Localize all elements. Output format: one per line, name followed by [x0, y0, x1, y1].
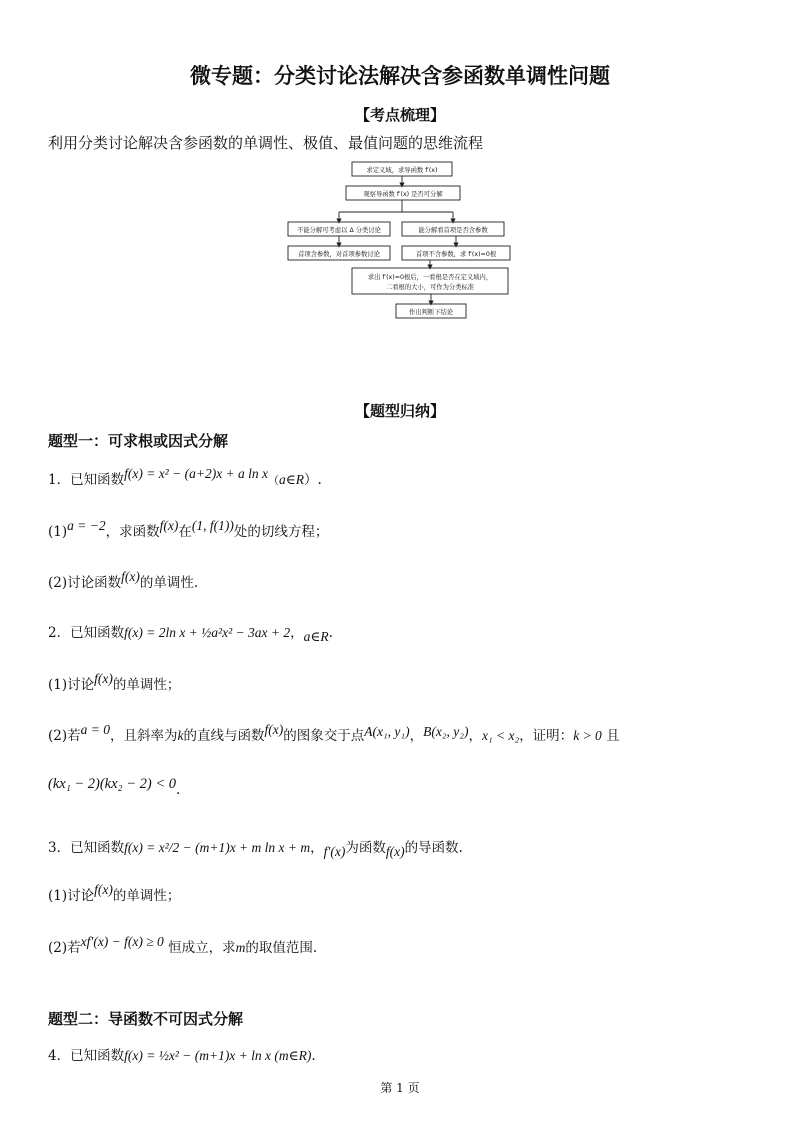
q2-p2-final-ineq: (kx₁ − 2)(kx₂ − 2) < 0: [48, 776, 176, 792]
q2-part2-cont: [48, 776, 181, 798]
q1-p1-text3: 处的切线方程；: [233, 524, 329, 540]
flow-text-factor-check: 观察导函数 f′(x) 是否可分解: [363, 191, 443, 198]
q2-p2-func: f(x): [264, 722, 284, 737]
type2-heading: 题型二：导函数不可因式分解: [48, 1010, 244, 1028]
q2-p1-label: (1)讨论: [48, 677, 95, 693]
q2-lead: 2．已知函数: [48, 625, 125, 641]
q2-p2-point-b: B(x₂, y₂): [423, 724, 469, 739]
q3-func2: f(x): [385, 844, 405, 859]
q2-p1-func: f(x): [94, 671, 113, 686]
q2-part2: (2)若a = 0，且斜率为k的直线与函数f(x)的图象交于点A(x₁, y₁)，B(x₂, y₂)，x₁ < x₂，证明：k > 0 且: [48, 722, 620, 744]
q2-p2-text4: ，证明：: [519, 728, 574, 744]
q2-p2-and: 且: [606, 728, 620, 744]
q1-p1-point: (1, f(1)): [191, 518, 234, 533]
q1-p1-text2: 在: [178, 524, 192, 540]
q2-p2-k-positive: k > 0: [573, 728, 602, 743]
q2-p2-condition: a = 0: [80, 722, 110, 737]
q1-p2-text: 的单调性.: [139, 575, 199, 591]
flow-text-delta: 不能分解可考虑以 Δ 分类讨论: [297, 227, 381, 234]
q2-stem: [48, 621, 333, 644]
q3-p2-label: (2)若: [48, 940, 81, 956]
q3-p1-text: 的单调性；: [112, 888, 181, 904]
intro-text: 利用分类讨论解决含参函数的单调性、极值、最值问题的思维流程: [48, 134, 484, 152]
q1-p1-label: (1): [48, 524, 68, 540]
q1-p1-condition: a = −2: [67, 518, 106, 533]
q1-p1-func: f(x): [159, 518, 179, 533]
flow-text-leading-term: 能分解看首项是否含参数: [418, 227, 488, 234]
page-number: 第 1 页: [380, 1081, 420, 1095]
q3-p2-text1: 恒成立，求: [168, 940, 236, 956]
q4-stem: [48, 1044, 316, 1064]
q1-stem: [48, 468, 322, 488]
q3-sep: ，: [310, 840, 324, 856]
q2-function: f(x) = 2ln x + ½a²x² − 3ax + 2: [124, 625, 291, 640]
q1-p2-func: f(x): [121, 569, 140, 584]
q2-end: .: [328, 625, 333, 641]
q1-p1-text1: ，求函数: [105, 524, 160, 540]
q2-p2-text3: 的图象交于点: [283, 728, 365, 744]
q3-stem: [48, 836, 463, 859]
flow-text-root-analysis-2: 二看根的大小，可作为分类标准: [385, 284, 475, 291]
q4-function: f(x) = ½x² − (m+1)x + ln x (m∈R): [124, 1048, 312, 1063]
q3-part1: [48, 884, 180, 904]
q3-text2: 的导函数.: [404, 840, 463, 856]
q1-lead: 1．已知函数: [48, 472, 125, 488]
q2-p2-text2: 的直线与函数: [183, 728, 265, 744]
q1-p2-label: (2)讨论函数: [48, 575, 122, 591]
q3-derivative: f′(x): [323, 844, 346, 859]
section-heading-review: 【考点梳理】: [354, 106, 445, 124]
flowchart-diagram: [280, 158, 520, 324]
q3-p1-label: (1)讨论: [48, 888, 95, 904]
q3-p2-m: m: [235, 940, 246, 955]
q3-p2-text2: 的取值范围.: [245, 940, 318, 956]
q1-part2: [48, 571, 198, 591]
q1-function: f(x) = x² − (a+2)x + a ln x: [124, 466, 269, 481]
q3-lead: 3．已知函数: [48, 840, 125, 856]
q1-part1: [48, 520, 328, 540]
q2-p2-label: (2)若: [48, 728, 81, 744]
q1-condition: a∈R: [279, 472, 305, 487]
flow-text-roots: 首项不含参数，求 f′(x)=0根: [415, 251, 497, 258]
flow-text-root-analysis-1: 求出 f′(x)=0根后，一看根是否在定义域内，: [367, 274, 493, 281]
q1-cond-open: （: [268, 474, 280, 487]
q2-part1: [48, 673, 180, 693]
q3-text1: 为函数: [345, 840, 386, 856]
q2-p2-order: x₁ < x₂: [481, 728, 520, 743]
page-title: 微专题：分类讨论法解决含参函数单调性问题: [190, 64, 610, 88]
q2-condition: a∈R: [303, 629, 329, 644]
q2-sep: ，: [290, 625, 304, 641]
q2-p1-text: 的单调性；: [112, 677, 181, 693]
q3-p1-func: f(x): [94, 882, 113, 897]
flow-text-param-leading: 首项含参数，对首项参数讨论: [298, 251, 380, 258]
q2-p2-k: k: [177, 728, 184, 743]
q3-p2-ineq: xf′(x) − f(x) ≥ 0: [80, 934, 164, 949]
q2-p2-point-a: A(x₁, y₁): [364, 724, 410, 739]
flow-text-conclusion: 作出判断下结论: [408, 309, 454, 316]
q2-p2-text1: ，且斜率为: [110, 728, 178, 744]
q2-p2-dot: .: [176, 782, 181, 798]
q3-function: f(x) = x²/2 − (m+1)x + m ln x + m: [124, 840, 311, 855]
section-heading-types: 【题型归纳】: [354, 402, 445, 420]
flow-text-domain: 求定义域，求导函数 f′(x): [366, 167, 438, 174]
q3-part2: [48, 936, 317, 956]
q1-cond-close: ）.: [304, 472, 322, 488]
q4-end: .: [311, 1048, 316, 1064]
q4-lead: 4．已知函数: [48, 1048, 125, 1064]
type1-heading: 题型一：可求根或因式分解: [48, 432, 229, 450]
